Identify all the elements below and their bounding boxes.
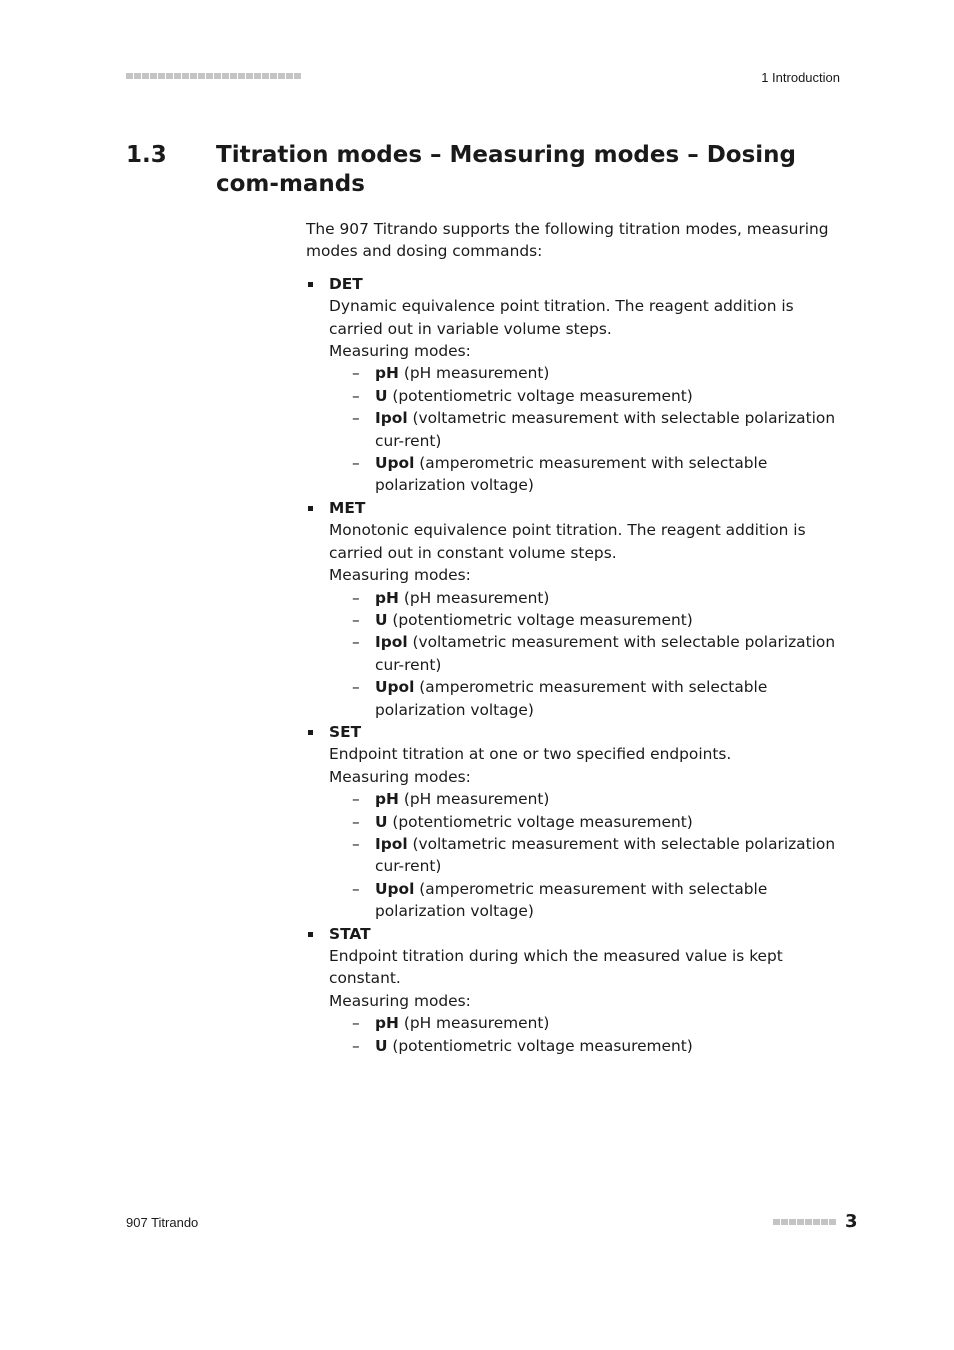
mode-name: SET — [329, 722, 362, 741]
measuring-mode-description: (pH measurement) — [403, 364, 550, 383]
measuring-mode-term: Ipol — [375, 409, 408, 428]
dash-bullet-icon: – — [352, 364, 360, 383]
measuring-mode-term: pH — [375, 364, 399, 383]
mode-item-met — [306, 497, 846, 721]
measuring-mode-item — [329, 811, 846, 833]
bullet-square-icon — [308, 730, 313, 735]
measuring-mode-list — [329, 788, 846, 922]
measuring-mode-term: U — [375, 386, 388, 405]
measuring-mode-term: pH — [375, 588, 399, 607]
mode-description: Endpoint titration during which the measured value is kept constant. — [329, 947, 783, 988]
measuring-mode-list — [329, 587, 846, 721]
measuring-mode-description: (voltametric measurement with selectable polarization cur-rent) — [375, 409, 836, 450]
measuring-mode-term: U — [375, 1036, 388, 1055]
measuring-mode-term: pH — [375, 1014, 399, 1033]
mode-description: Dynamic equivalence point titration. The reagent addition is carried out in variable volume steps. — [329, 297, 794, 338]
dash-bullet-icon: – — [352, 812, 360, 831]
mode-name: STAT — [329, 924, 371, 943]
body-content — [306, 218, 846, 1057]
measuring-mode-item — [329, 587, 846, 609]
dash-bullet-icon: – — [352, 588, 360, 607]
mode-item-set — [306, 721, 846, 923]
measuring-mode-description: (amperometric measurement with selectable polarization voltage) — [375, 678, 768, 719]
measuring-mode-description: (potentiometric voltage measurement) — [392, 1036, 693, 1055]
measuring-mode-description: (potentiometric voltage measurement) — [392, 610, 693, 629]
measuring-mode-term: U — [375, 610, 388, 629]
measuring-mode-term: Ipol — [375, 834, 408, 853]
mode-name: MET — [329, 498, 366, 517]
bullet-square-icon — [308, 932, 313, 937]
measuring-mode-list — [329, 362, 846, 496]
measuring-mode-item — [329, 878, 846, 923]
dash-bullet-icon: – — [352, 633, 360, 652]
measuring-mode-term: Upol — [375, 879, 415, 898]
footer-product: 907 Titrando — [126, 1215, 199, 1230]
measuring-modes-label: Measuring modes: — [329, 767, 471, 786]
measuring-mode-item — [329, 788, 846, 810]
dash-bullet-icon: – — [352, 790, 360, 809]
mode-name: DET — [329, 274, 363, 293]
mode-item-stat — [306, 923, 846, 1057]
measuring-mode-description: (pH measurement) — [403, 1014, 550, 1033]
measuring-mode-term: pH — [375, 790, 399, 809]
dash-bullet-icon: – — [352, 454, 360, 473]
page-number: 3 — [845, 1211, 858, 1232]
measuring-mode-description: (amperometric measurement with selectable polarization voltage) — [375, 879, 768, 921]
dash-bullet-icon: – — [352, 386, 360, 405]
mode-description: Monotonic equivalence point titration. The reagent addition is carried out in constant volume steps. — [329, 521, 806, 562]
bullet-square-icon — [308, 282, 313, 287]
footer-decoration — [773, 1219, 836, 1225]
measuring-mode-item — [329, 407, 846, 452]
dash-bullet-icon: – — [352, 1014, 360, 1033]
measuring-mode-description: (potentiometric voltage measurement) — [392, 386, 693, 405]
mode-item-det — [306, 273, 846, 497]
measuring-mode-term: Ipol — [375, 633, 408, 652]
measuring-mode-description: (voltametric measurement with selectable polarization cur-rent) — [375, 834, 836, 876]
measuring-mode-description: (pH measurement) — [403, 790, 550, 809]
section-number: 1.3 — [126, 142, 167, 168]
measuring-mode-item — [329, 385, 846, 407]
dash-bullet-icon: – — [352, 678, 360, 697]
running-header-chapter: 1 Introduction — [761, 70, 840, 85]
measuring-modes-label: Measuring modes: — [329, 342, 471, 361]
measuring-mode-item — [329, 1012, 846, 1034]
measuring-mode-term: U — [375, 812, 388, 831]
measuring-mode-item — [329, 452, 846, 497]
dash-bullet-icon: – — [352, 409, 360, 428]
measuring-mode-item — [329, 676, 846, 721]
dash-bullet-icon: – — [352, 879, 360, 898]
dash-bullet-icon: – — [352, 610, 360, 629]
measuring-mode-item — [329, 631, 846, 676]
intro-paragraph: The 907 Titrando supports the following titration modes, measuring modes and dosing commands: — [306, 220, 829, 261]
dash-bullet-icon: – — [352, 1036, 360, 1055]
dash-bullet-icon: – — [352, 834, 360, 853]
measuring-mode-list — [329, 1012, 846, 1057]
mode-description: Endpoint titration at one or two specified endpoints. — [329, 745, 732, 764]
measuring-mode-item — [329, 609, 846, 631]
measuring-mode-item — [329, 833, 846, 878]
measuring-mode-item — [329, 1035, 846, 1057]
measuring-modes-label: Measuring modes: — [329, 566, 471, 585]
measuring-mode-description: (pH measurement) — [403, 588, 550, 607]
measuring-mode-description: (amperometric measurement with selectable polarization voltage) — [375, 454, 768, 495]
measuring-mode-term: Upol — [375, 454, 415, 473]
section-title: Titration modes – Measuring modes – Dosing com-mands — [216, 142, 797, 197]
titration-mode-list — [306, 273, 846, 1057]
measuring-mode-term: Upol — [375, 678, 415, 697]
measuring-mode-description: (potentiometric voltage measurement) — [392, 812, 693, 831]
measuring-modes-label: Measuring modes: — [329, 991, 471, 1010]
measuring-mode-description: (voltametric measurement with selectable polarization cur-rent) — [375, 633, 836, 674]
header-decoration — [126, 73, 301, 79]
bullet-square-icon — [308, 506, 313, 511]
measuring-mode-item — [329, 362, 846, 384]
